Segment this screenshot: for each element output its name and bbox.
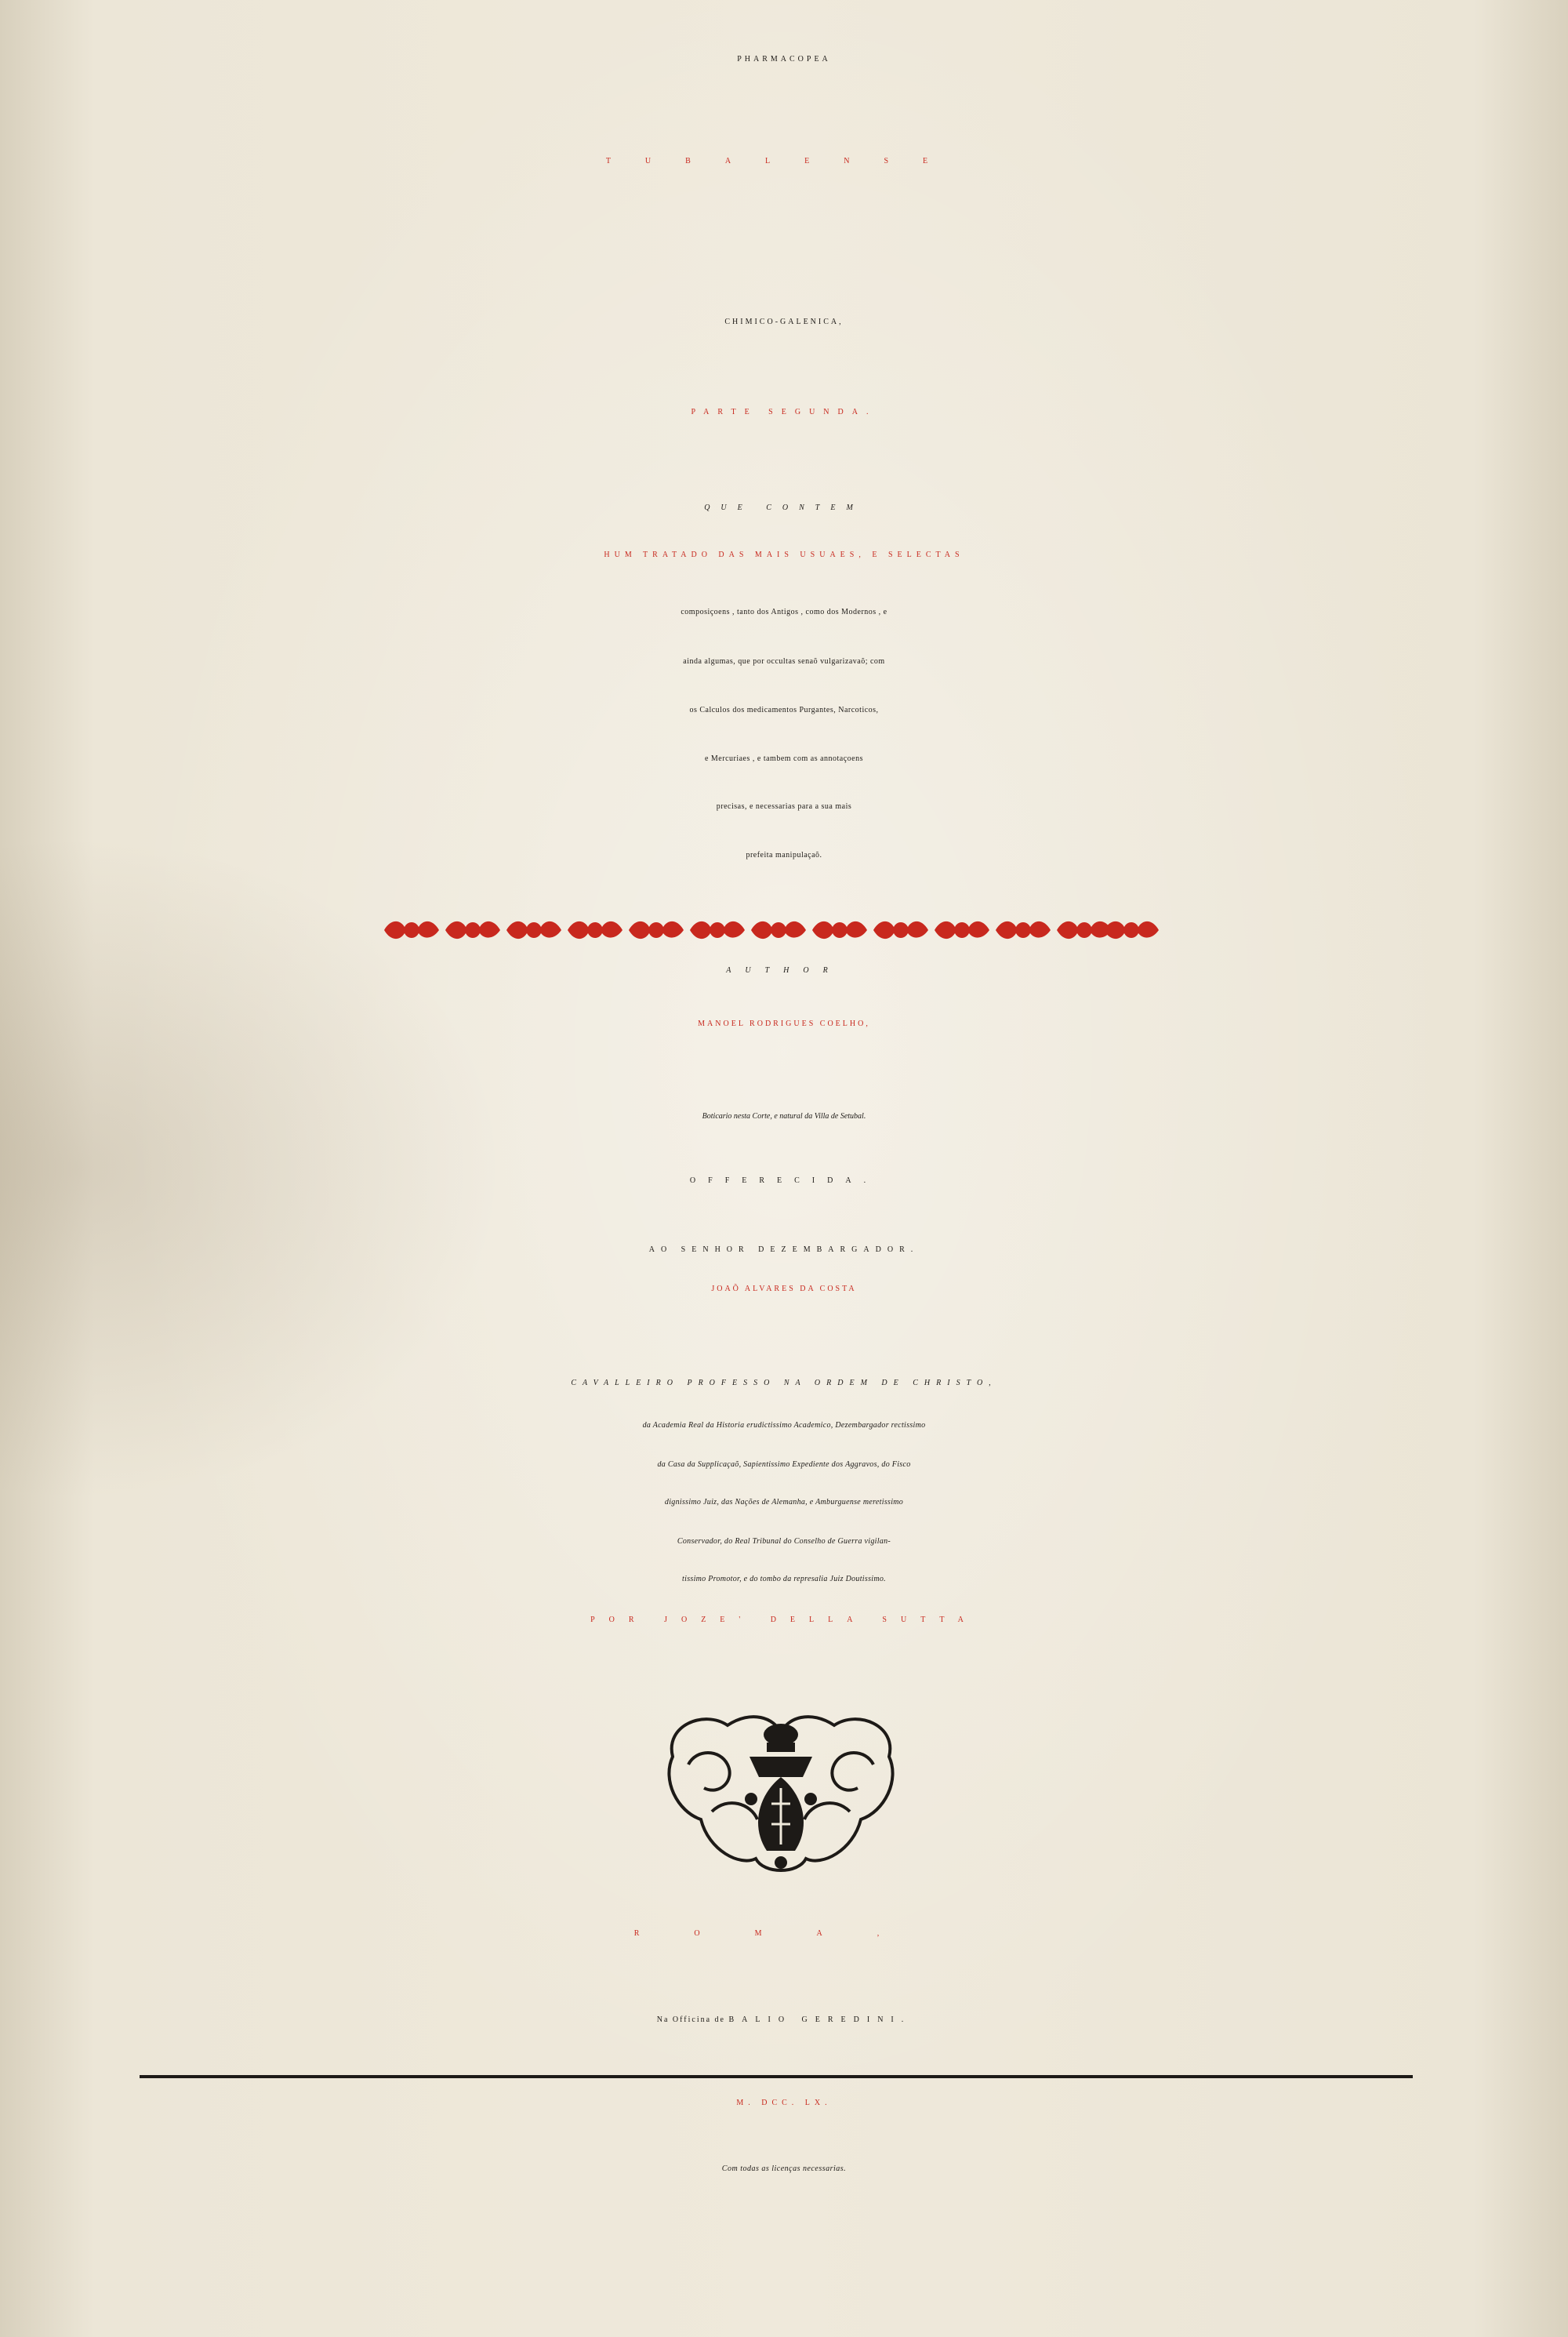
imprint-office-prefix: Na Officina de	[656, 2015, 725, 2024]
dedication-to: AO SENHOR DEZEMBARGADOR.	[648, 1245, 920, 1254]
dedicatee-title: CAVALLEIRO PROFESSO NA ORDEM DE CHRISTO,	[571, 1379, 997, 1387]
dedicatee-name: JOAÕ ALVARES DA COSTA	[711, 1285, 857, 1293]
publisher-person: POR JOZE' DELLA SUTTA	[590, 1616, 978, 1624]
author-label: AUTHOR	[726, 966, 842, 975]
dedicatee-line: Conservador, do Real Tribunal do Conselho de Guerra vigilan-	[677, 1537, 891, 1546]
dedicatee-line: dignissimo Juiz, das Nações de Alemanha, e Amburguense meretissimo	[664, 1498, 904, 1507]
contents-line: ainda algumas, que por occultas senaõ vulgarizavaõ; com	[683, 657, 885, 666]
imprint-rule	[140, 2075, 1413, 2078]
dedicatee-line: tissimo Promotor, e do tombo da represalia Juiz Doutissimo.	[682, 1575, 886, 1583]
dedicatee-line: da Academia Real da Historia erudictissimo Academico, Dezembargador rectissimo	[642, 1421, 926, 1430]
imprint-office	[0, 2015, 1568, 2024]
title-line-tubalense: TUBALENSE	[605, 157, 963, 165]
contents-headline: HUM TRATADO DAS MAIS USUAES, E SELECTAS	[604, 551, 964, 559]
dedication-offered: OFFERECIDA.	[689, 1176, 879, 1185]
dedicatee-line: da Casa da Supplicaçaõ, Sapientissimo Expediente dos Aggravos, do Fisco	[657, 1460, 911, 1469]
contents-line: precisas, e necessarias para a sua mais	[716, 802, 852, 811]
author-name: MANOEL RODRIGUES COELHO,	[698, 1019, 870, 1028]
imprint-printer: BALIO GEREDINI.	[728, 2015, 912, 2024]
ornament-divider	[384, 916, 1160, 944]
contents-line: os Calculos dos medicamentos Purgantes, Narcoticos,	[689, 706, 879, 714]
printers-device-ornament	[657, 1702, 905, 1890]
contents-line: composiçoens , tanto dos Antigos , como dos Modernos , e	[681, 608, 887, 616]
contents-intro: QUE CONTEM	[704, 503, 864, 512]
imprint-license: Com todas as licenças necessarias.	[721, 2164, 847, 2173]
title-line-chimico-galenica: CHIMICO-GALENICA,	[724, 318, 844, 326]
contents-line: prefeita manipulaçaõ.	[746, 851, 822, 860]
title-line-pharmacopea: PHARMACOPEA	[737, 55, 831, 64]
imprint-year: M. DCC. LX.	[736, 2099, 832, 2107]
author-description: Boticario nesta Corte, e natural da Villa de Setubal.	[702, 1112, 866, 1121]
contents-line: e Mercuriaes , e tambem com as annotaçoens	[704, 754, 864, 763]
imprint-city: ROMA,	[633, 1929, 935, 1938]
title-line-parte-segunda: PARTE SEGUNDA.	[691, 408, 877, 416]
